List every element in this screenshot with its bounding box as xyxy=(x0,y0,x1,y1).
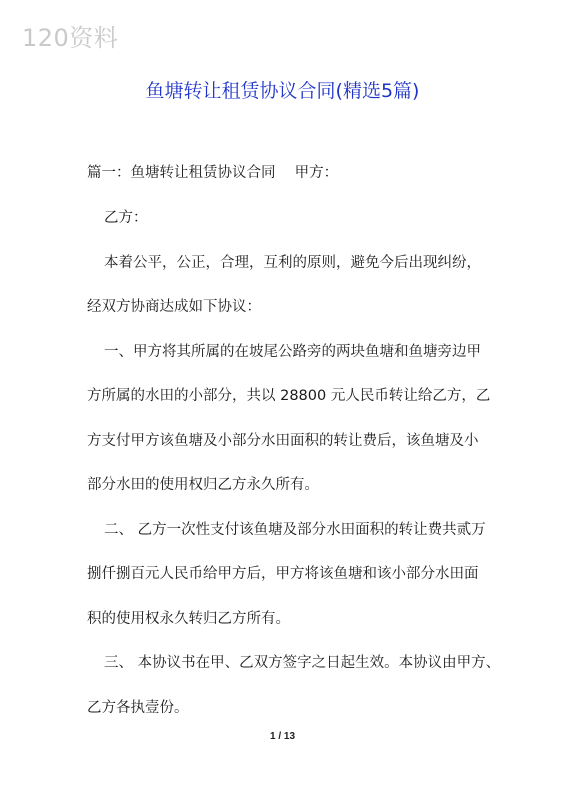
text-line: 篇一：鱼塘转让租赁协议合同 甲方： xyxy=(87,165,339,181)
text-line: 捌仟捌百元人民币给甲方后，甲方将该鱼塘和该小部分水田面 xyxy=(87,566,479,582)
text-line: 二、 乙方一次性支付该鱼塘及部分水田面积的转让费共贰万 xyxy=(104,522,486,538)
text-line: 经双方协商达成如下协议： xyxy=(87,299,261,315)
text-line: 方所属的水田的小部分，共以 28800 元人民币转让给乙方，乙 xyxy=(87,388,491,404)
text-line: 乙方： xyxy=(104,210,148,226)
text-line: 方支付甲方该鱼塘及小部分水田面积的转让费后，该鱼塘及小 xyxy=(87,433,479,449)
text-line: 三、 本协议书在甲、乙双方签字之日起生效。本协议由甲方、 xyxy=(104,655,501,671)
text-line: 一、甲方将其所属的在坡尾公路旁的两块鱼塘和鱼塘旁边甲 xyxy=(104,344,481,360)
text-line: 本着公平，公正，合理，互利的原则，避免今后出现纠纷， xyxy=(104,255,481,271)
text-line: 部分水田的使用权归乙方永久所有。 xyxy=(87,477,319,493)
text-line: 乙方各执壹份。 xyxy=(87,700,189,716)
text-line: 积的使用权永久转归乙方所有。 xyxy=(87,611,290,627)
page-indicator: 1 / 13 xyxy=(269,731,296,742)
watermark: 120资料 xyxy=(22,24,119,52)
document-title: 鱼塘转让租赁协议合同(精选5篇) xyxy=(145,80,420,102)
